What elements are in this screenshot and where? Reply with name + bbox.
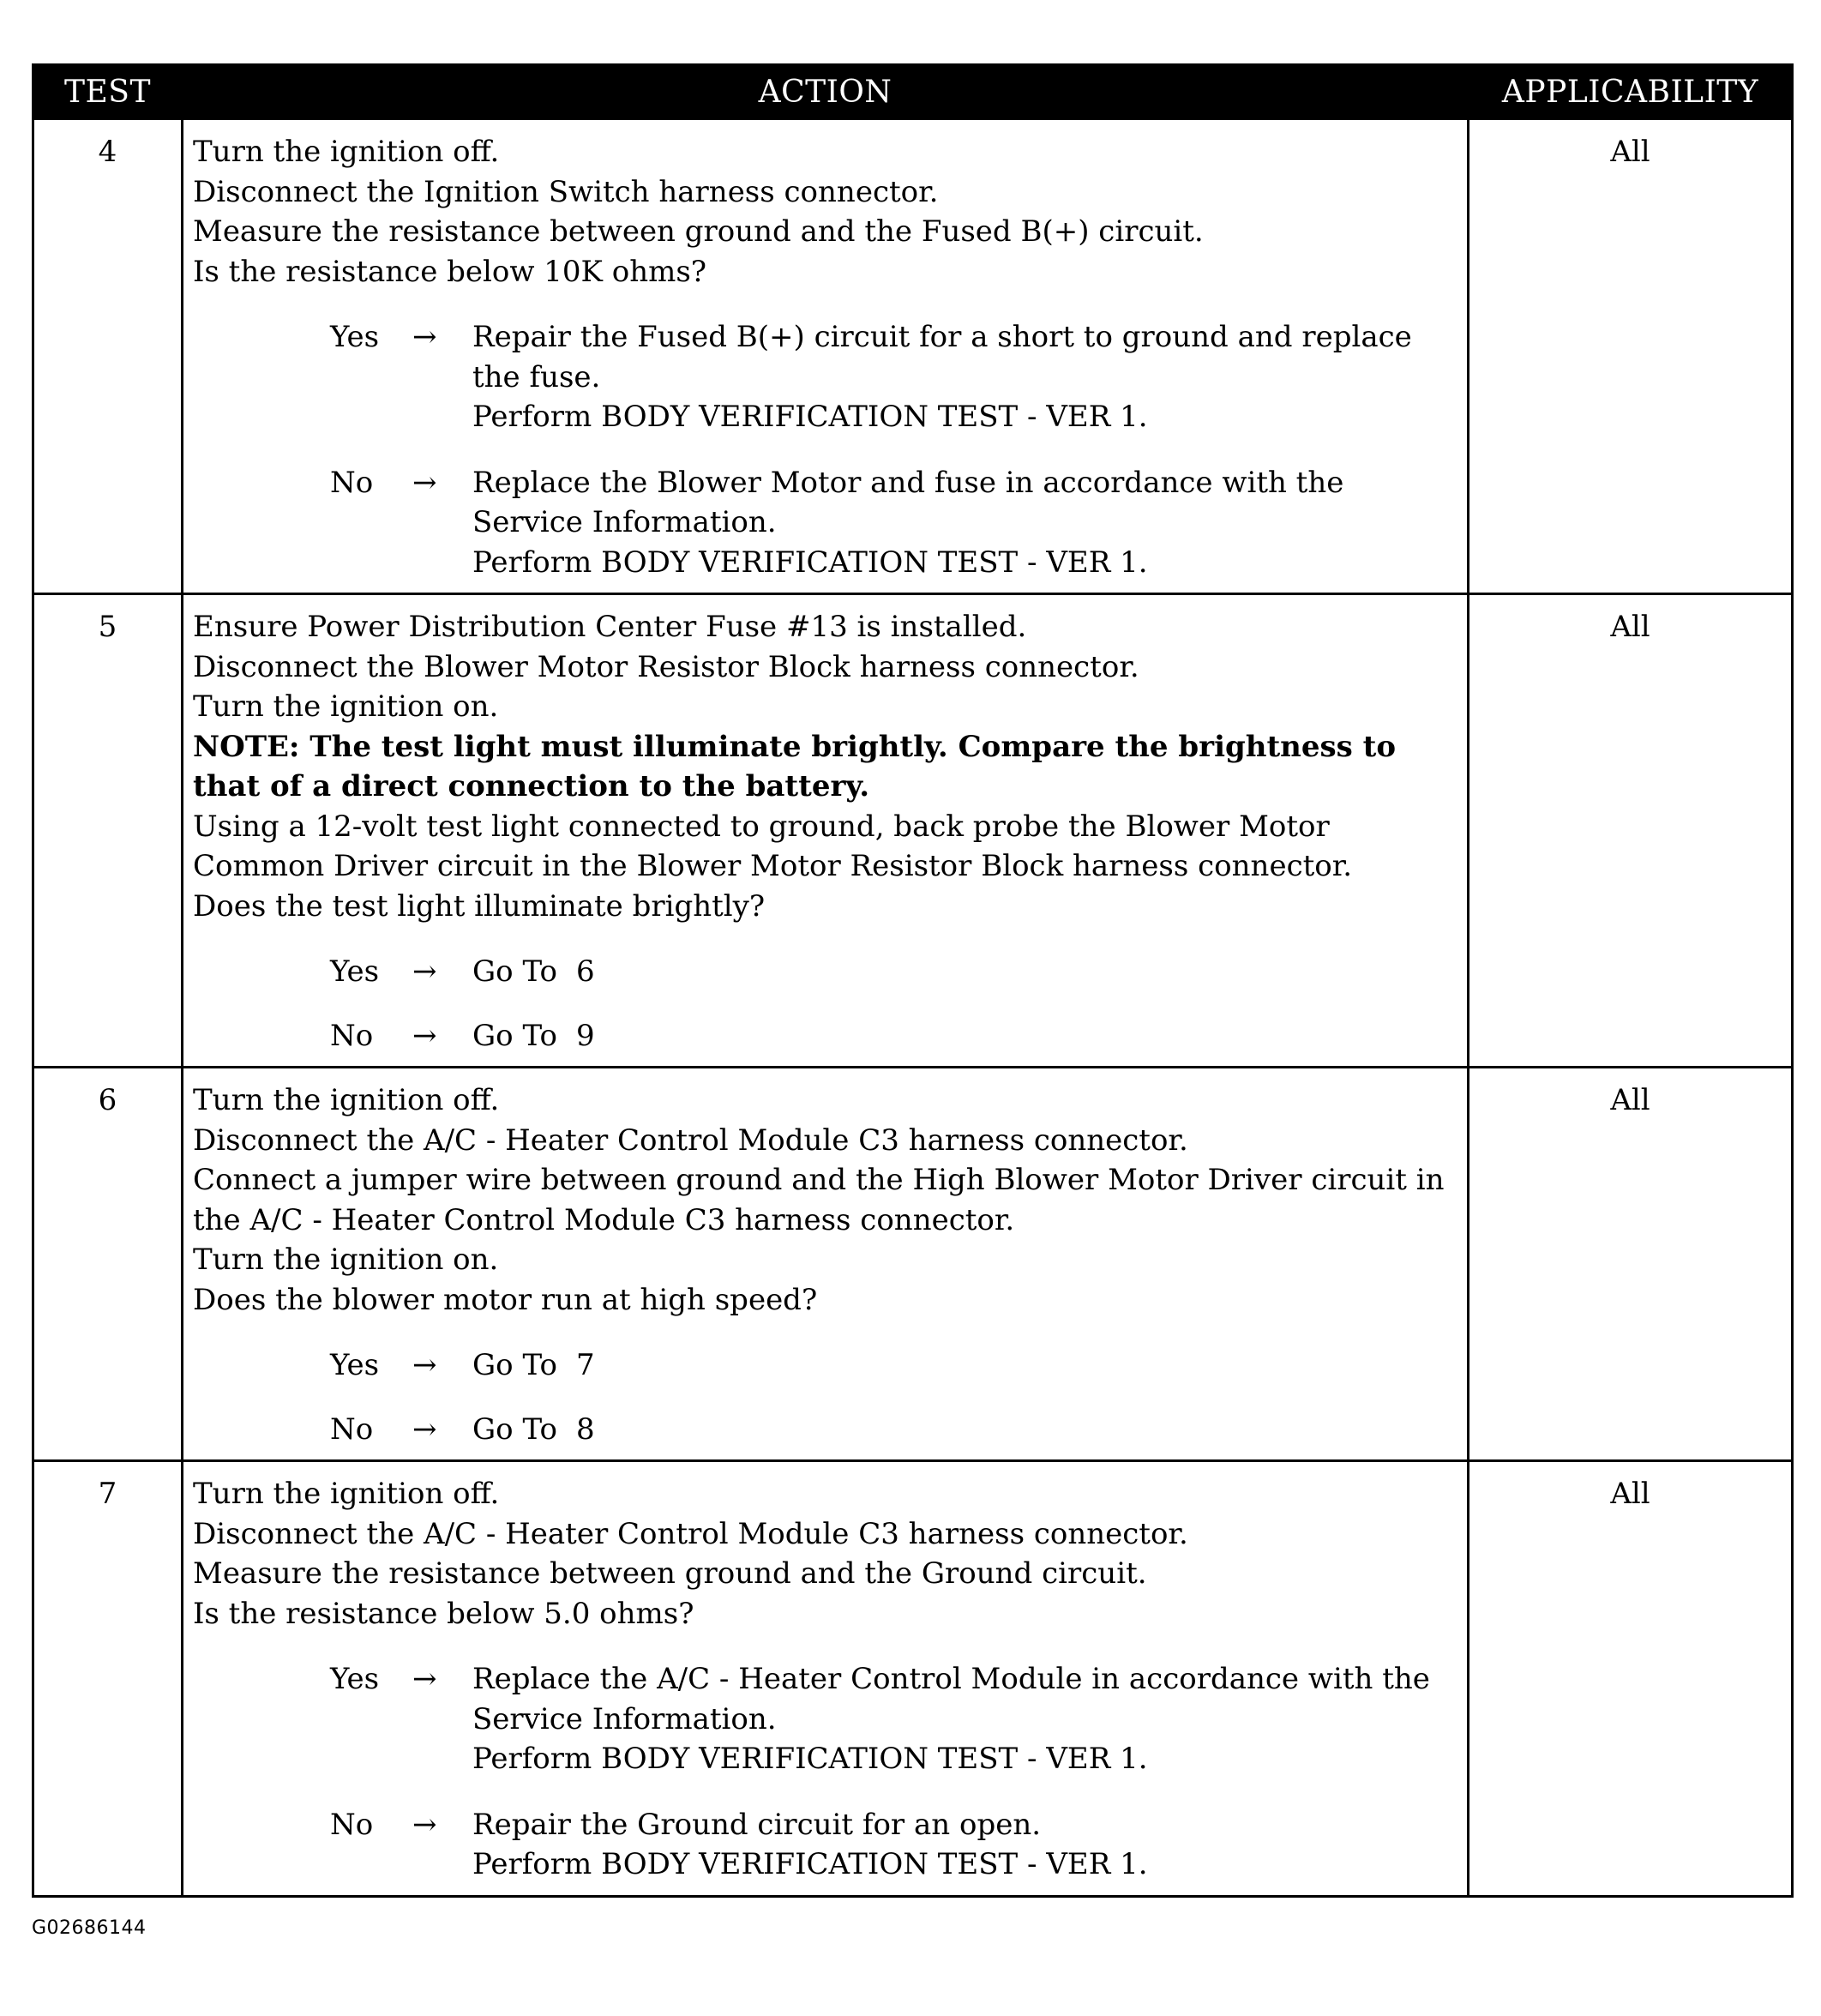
arrow-icon: → — [412, 954, 437, 989]
test-number: 4 — [33, 119, 183, 594]
action-cell — [183, 594, 1469, 1068]
action-step: Connect a jumper wire between ground and the High Blower Motor Driver circuit in the A/C - Heater Control Module C3 harness connector. — [193, 1163, 1445, 1237]
goto-text — [472, 1345, 1460, 1386]
response-text — [472, 1659, 1460, 1779]
table-row — [33, 119, 1793, 594]
goto-text — [472, 1410, 1460, 1450]
yes-label: Yes — [330, 954, 380, 989]
figure-id: G02686144 — [32, 1917, 147, 1939]
no-label: No — [330, 1018, 374, 1053]
applicability-value: All — [1469, 1461, 1793, 1897]
response-action: Replace the A/C - Heater Control Module in accordance with the Service Information. — [472, 1662, 1430, 1736]
arrow-icon: → — [412, 465, 437, 500]
goto-label: Go To — [472, 1348, 557, 1382]
table-row — [33, 594, 1793, 1068]
goto-label: Go To — [472, 954, 557, 989]
action-step: Turn the ignition off. — [193, 135, 500, 169]
no-response — [193, 1805, 1460, 1885]
arrow-icon: → — [412, 320, 437, 354]
arrow-icon: → — [412, 1348, 437, 1382]
goto-target: 6 — [575, 954, 595, 989]
yes-response — [193, 1659, 1460, 1779]
action-question: Does the test light illuminate brightly? — [193, 888, 766, 924]
no-label: No — [330, 465, 374, 500]
goto-target: 9 — [575, 1018, 595, 1053]
action-step: Measure the resistance between ground and the Fused B(+) circuit. — [193, 214, 1204, 249]
table-row — [33, 1461, 1793, 1897]
response-perform: Perform BODY VERIFICATION TEST - VER 1. — [472, 545, 1148, 580]
action-cell — [183, 1068, 1469, 1461]
action-step: Turn the ignition on. — [193, 689, 499, 724]
arrow-icon: → — [412, 1807, 437, 1842]
arrow-icon: → — [412, 1662, 437, 1696]
applicability-value: All — [1469, 594, 1793, 1068]
goto-target: 8 — [575, 1411, 595, 1447]
action-step: Ensure Power Distribution Center Fuse #13 is installed. — [193, 610, 1027, 644]
goto-target: 7 — [575, 1348, 595, 1382]
goto-label: Go To — [472, 1018, 557, 1053]
response-perform: Perform BODY VERIFICATION TEST - VER 1. — [472, 400, 1148, 434]
yes-label: Yes — [330, 320, 380, 354]
action-step: Using a 12-volt test light connected to ground, back probe the Blower Motor Common Driver circuit in the Blower Motor Resistor Block harness connector. — [193, 809, 1353, 883]
response-text — [472, 1805, 1460, 1885]
response-action: Repair the Fused B(+) circuit for a short to ground and replace the fuse. — [472, 320, 1412, 394]
action-step: Measure the resistance between ground and the Ground circuit. — [193, 1556, 1147, 1591]
action-question: Is the resistance below 10K ohms? — [193, 254, 707, 289]
applicability-value: All — [1469, 119, 1793, 594]
response-perform: Perform BODY VERIFICATION TEST - VER 1. — [472, 1847, 1148, 1881]
yes-response — [193, 1345, 1460, 1386]
note-text: NOTE: The test light must illuminate brightly. Compare the brightness to that of a direct connection to the battery. — [193, 729, 1397, 803]
yes-response — [193, 952, 1460, 992]
response-action: Repair the Ground circuit for an open. — [472, 1807, 1042, 1842]
goto-label: Go To — [472, 1411, 557, 1447]
action-step: Disconnect the Ignition Switch harness connector. — [193, 174, 939, 209]
arrow-icon: → — [412, 1018, 437, 1053]
test-number: 7 — [33, 1461, 183, 1897]
yes-label: Yes — [330, 1662, 380, 1696]
action-cell — [183, 119, 1469, 594]
test-number: 5 — [33, 594, 183, 1068]
goto-text — [472, 952, 1460, 992]
action-question: Is the resistance below 5.0 ohms? — [193, 1596, 694, 1631]
header-applicability: APPLICABILITY — [1469, 65, 1793, 119]
action-step: Disconnect the A/C - Heater Control Module C3 harness connector. — [193, 1122, 1188, 1158]
goto-text — [472, 1016, 1460, 1056]
action-question: Does the blower motor run at high speed? — [193, 1282, 818, 1317]
response-action: Replace the Blower Motor and fuse in accordance with the Service Information. — [472, 465, 1344, 539]
action-step: Turn the ignition off. — [193, 1477, 500, 1511]
action-step: Turn the ignition on. — [193, 1243, 499, 1277]
yes-response — [193, 317, 1460, 437]
action-step: Disconnect the A/C - Heater Control Module C3 harness connector. — [193, 1516, 1188, 1551]
action-step: Turn the ignition off. — [193, 1083, 500, 1117]
response-text — [472, 463, 1460, 583]
header-test: TEST — [33, 65, 183, 119]
no-response — [193, 463, 1460, 583]
no-response — [193, 1410, 1460, 1450]
applicability-value: All — [1469, 1068, 1793, 1461]
response-perform: Perform BODY VERIFICATION TEST - VER 1. — [472, 1742, 1148, 1776]
test-number: 6 — [33, 1068, 183, 1461]
table-row — [33, 1068, 1793, 1461]
response-text — [472, 317, 1460, 437]
yes-label: Yes — [330, 1348, 380, 1382]
header-row — [33, 65, 1793, 119]
arrow-icon: → — [412, 1411, 437, 1447]
no-response — [193, 1016, 1460, 1056]
action-cell — [183, 1461, 1469, 1897]
action-step: Disconnect the Blower Motor Resistor Block harness connector. — [193, 649, 1139, 684]
diagnostic-test-table — [32, 63, 1794, 1898]
header-action: ACTION — [183, 65, 1469, 119]
no-label: No — [330, 1411, 374, 1447]
no-label: No — [330, 1807, 374, 1842]
